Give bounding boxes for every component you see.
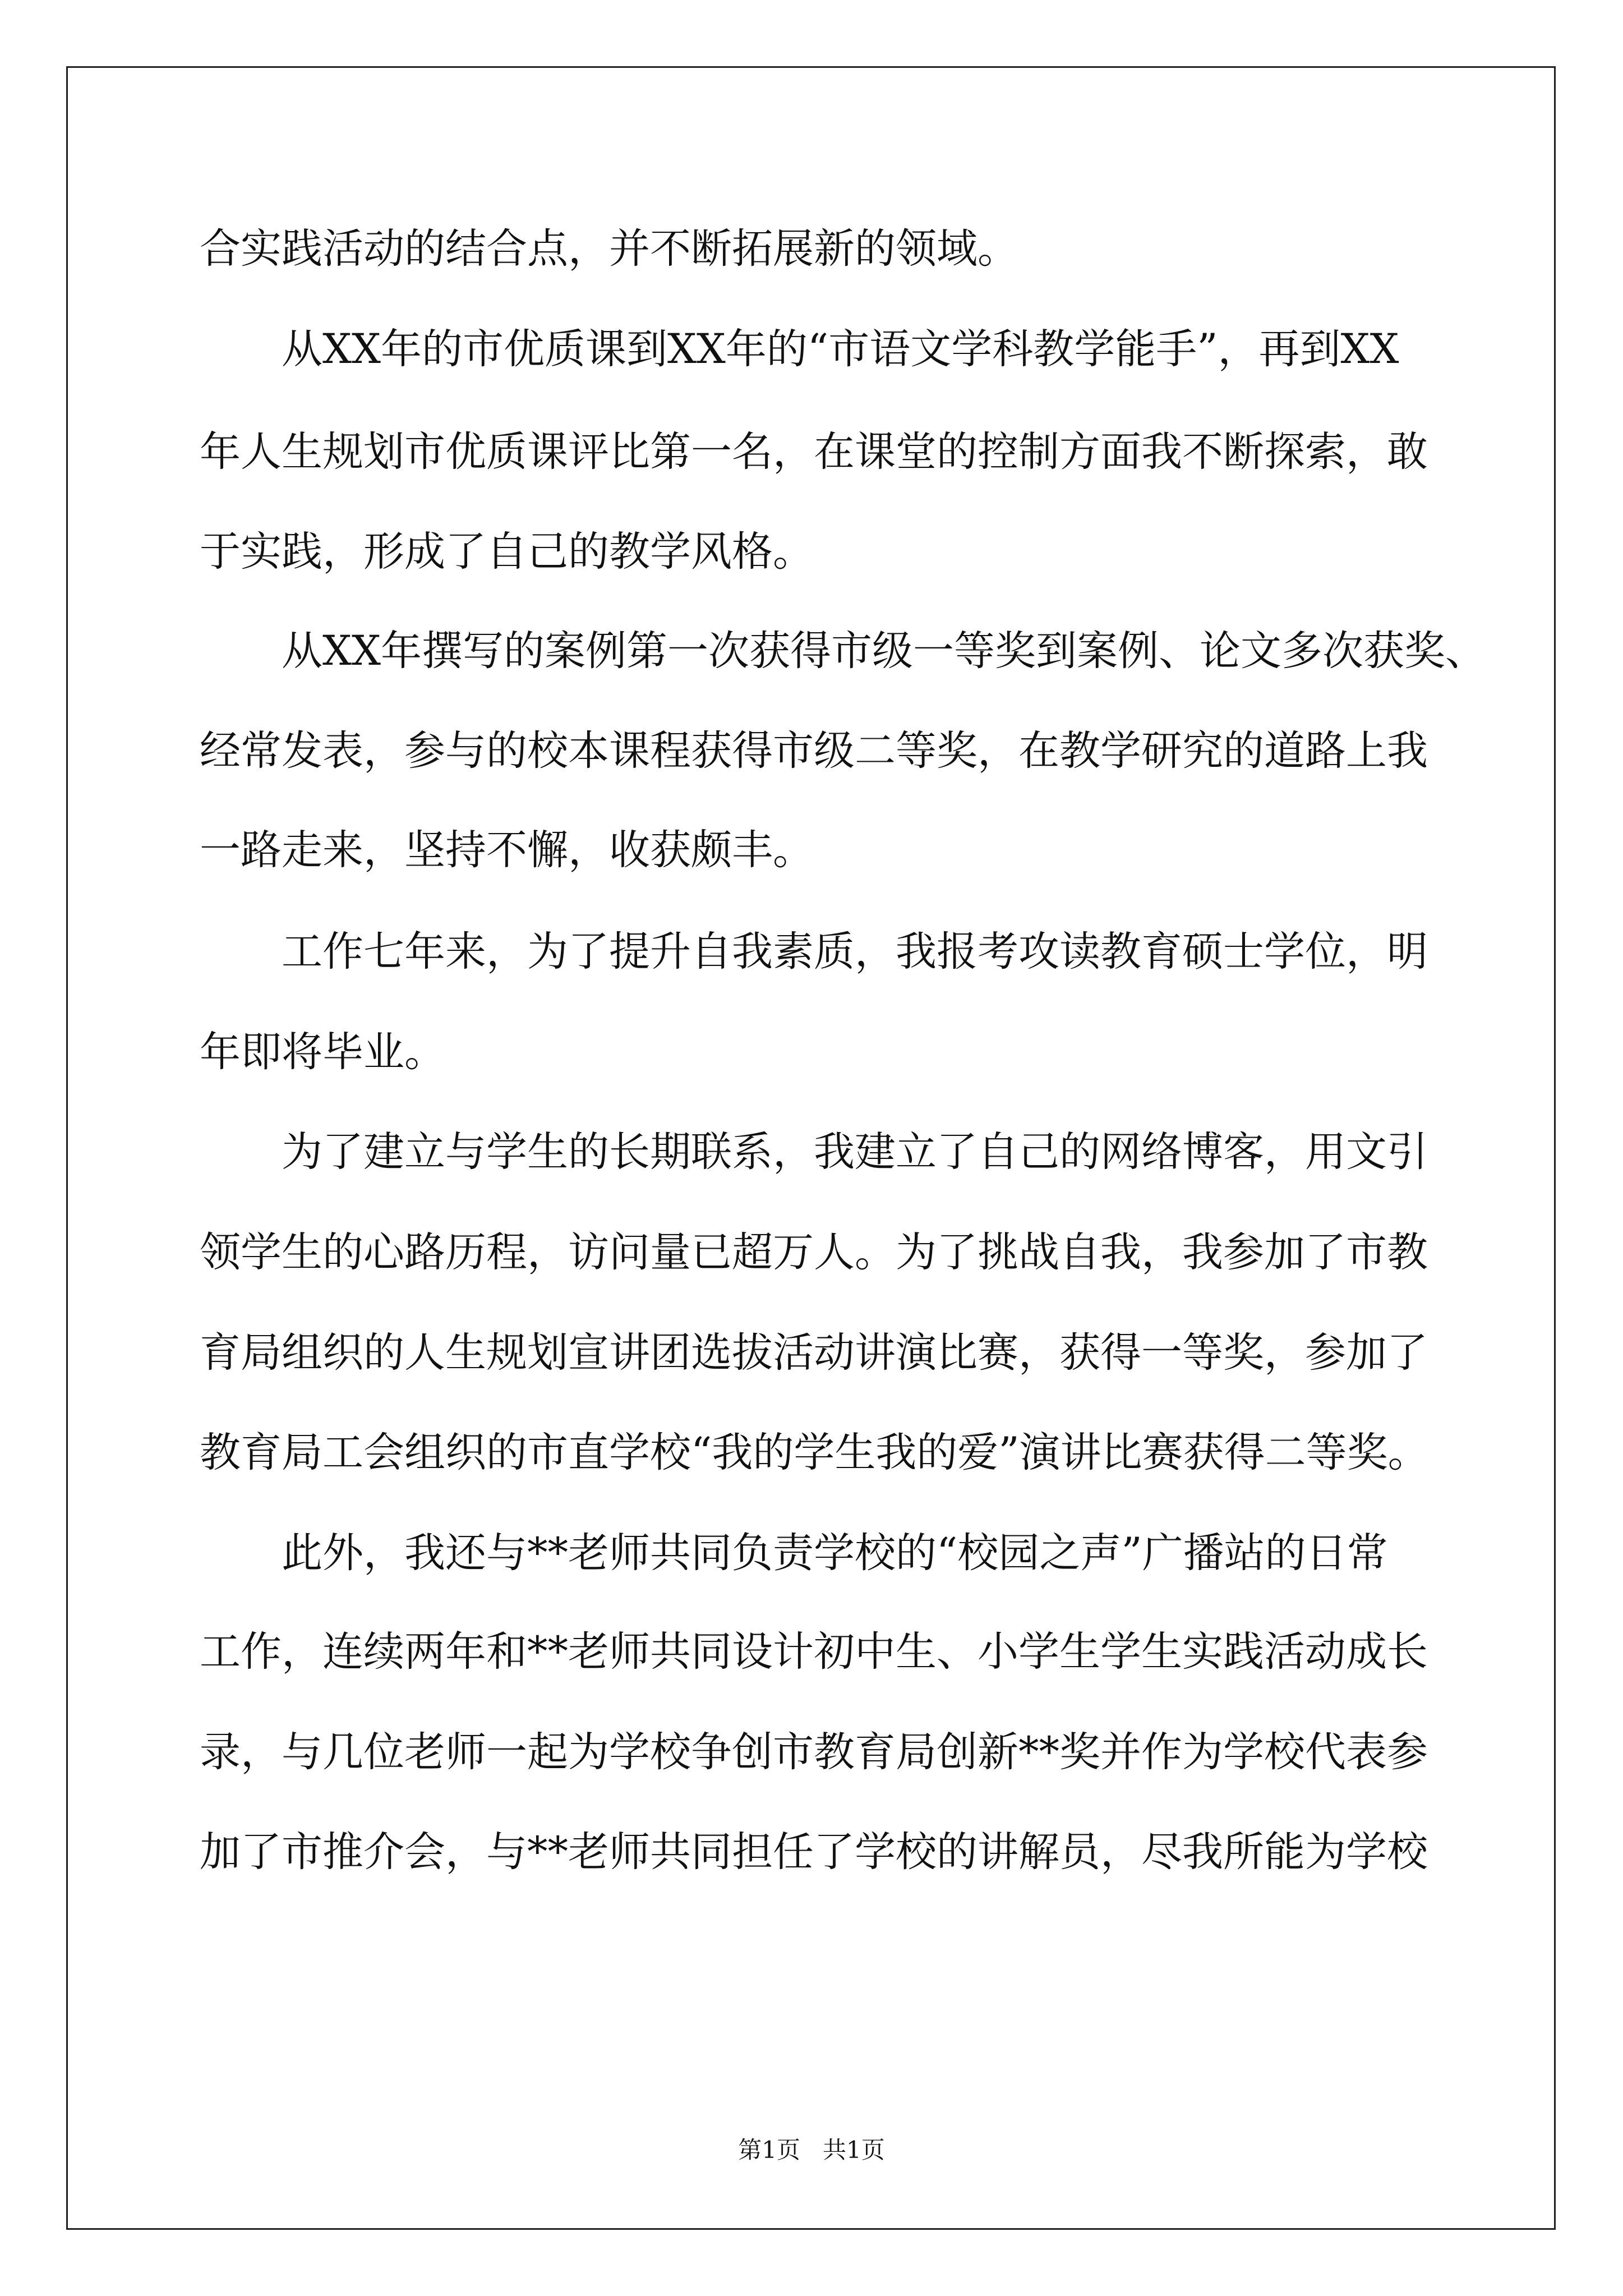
- paragraph-first-line: 此外，我还与**老师共同负责学校的“校园之声”广播站的日常: [282, 1529, 1388, 1577]
- paragraph-first-line: 从XX年的市优质课到XX年的“市语文学科教学能手”，再到XX: [282, 325, 1399, 373]
- text-line: 加了市推介会，与**老师共同担任了学校的讲解员，尽我所能为学校: [200, 1828, 1428, 1876]
- text-line: 于实践，形成了自己的教学风格。: [200, 528, 814, 576]
- text-line: 合实践活动的结合点，并不断拓展新的领域。: [200, 225, 1018, 273]
- text-line: 领学生的心路历程，访问量已超万人。为了挑战自我，我参加了市教: [200, 1228, 1428, 1276]
- text-line: 工作，连续两年和**老师共同设计初中生、小学生学生实践活动成长: [200, 1628, 1428, 1676]
- text-line: 育局组织的人生规划宣讲团选拔活动讲演比赛，获得一等奖，参加了: [200, 1329, 1428, 1377]
- text-line: 经常发表，参与的校本课程获得市级二等奖，在教学研究的道路上我: [200, 727, 1428, 775]
- paragraph-first-line: 从XX年撰写的案例第一次获得市级一等奖到案例、论文多次获奖、: [282, 627, 1486, 675]
- paragraph-first-line: 工作七年来，为了提升自我素质，我报考攻读教育硕士学位，明: [282, 928, 1428, 976]
- text-line: 教育局工会组织的市直学校“我的学生我的爱”演讲比赛获得二等奖。: [200, 1429, 1429, 1476]
- text-line: 录，与几位老师一起为学校争创市教育局创新**奖并作为学校代表参: [200, 1728, 1428, 1776]
- paragraph-first-line: 为了建立与学生的长期联系，我建立了自己的网络博客，用文引: [282, 1128, 1428, 1176]
- text-line: 一路走来，坚持不懈，收获颇丰。: [200, 826, 814, 874]
- page-number-footer: 第1页 共1页: [738, 2136, 885, 2164]
- text-line: 年人生规划市优质课评比第一名，在课堂的控制方面我不断探索，敢: [200, 428, 1428, 476]
- text-line: 年即将毕业。: [200, 1028, 445, 1076]
